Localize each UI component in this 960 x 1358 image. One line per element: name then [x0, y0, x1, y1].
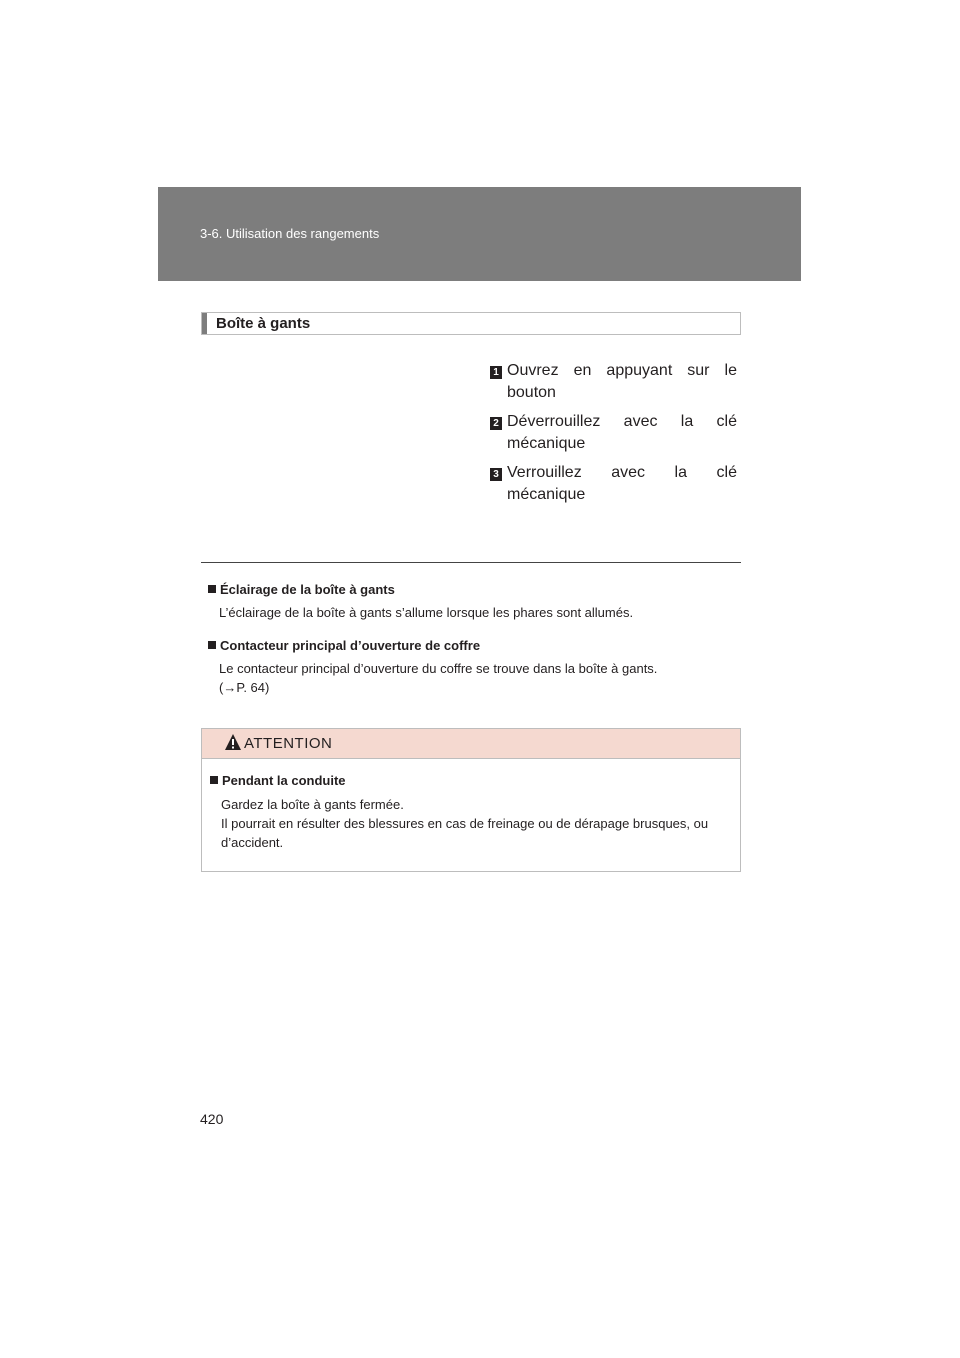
step-item: [490, 462, 737, 506]
square-bullet-icon: [210, 776, 218, 784]
notes: [208, 582, 738, 713]
step-number: 1: [490, 366, 502, 379]
square-bullet-icon: [208, 585, 216, 593]
warning-title: Pendant la conduite: [210, 773, 732, 788]
chapter-title: 3-6. Utilisation des rangements: [200, 226, 380, 241]
step-text: Ouvrez en appuyant sur le: [507, 362, 737, 379]
page-number: 420: [200, 1111, 224, 1127]
warning-box: [201, 728, 741, 872]
note-body: Le contacteur principal d’ouverture du coffre se trouve dans la boîte à gants. (→P. 64): [219, 661, 658, 695]
step-item: [490, 360, 737, 404]
section-accent: [202, 313, 207, 334]
step-number: 3: [490, 468, 502, 481]
section-divider: [201, 562, 741, 563]
page-reference: (→P. 64): [219, 680, 270, 695]
note-title: Éclairage de la boîte à gants: [208, 582, 738, 597]
section-header: [201, 312, 741, 335]
step-text-cont: bouton: [507, 384, 556, 401]
warning-body: [202, 759, 740, 852]
step-text: Verrouillez avec la clé: [507, 464, 737, 481]
warning-header: [202, 729, 740, 759]
step-item: [490, 411, 737, 455]
section-title: Boîte à gants: [216, 315, 311, 332]
step-text-cont: mécanique: [507, 486, 586, 503]
chapter-header: [158, 187, 801, 281]
warning-icon: [224, 733, 242, 751]
step-text: Déverrouillez avec la clé: [507, 413, 737, 430]
step-number: 2: [490, 417, 502, 430]
note-title: Contacteur principal d’ouverture de coffre: [208, 638, 738, 653]
warning-label: ATTENTION: [244, 735, 333, 752]
warning-text: Gardez la boîte à gants fermée. Il pourrait en résulter des blessures en cas de freinage ou de dérapage brusques, ou d’accident.: [221, 797, 709, 850]
steps-list: [490, 360, 737, 513]
note-body: L’éclairage de la boîte à gants s’allume lorsque les phares sont allumés.: [219, 605, 634, 620]
square-bullet-icon: [208, 641, 216, 649]
step-text-cont: mécanique: [507, 435, 586, 452]
